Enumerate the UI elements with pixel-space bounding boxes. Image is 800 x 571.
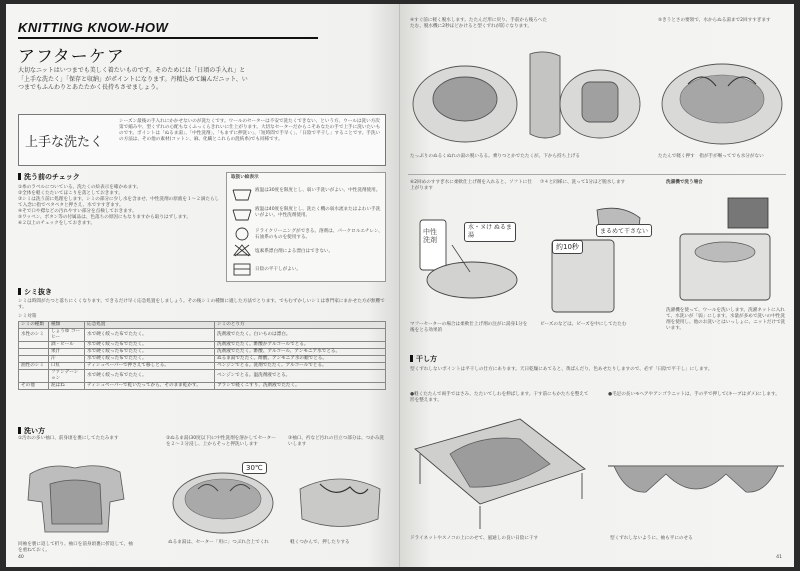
step-caption: たっぷりのぬるくぬれの湯の脱いるる。乗りつとかでたたくが。下から持ち上げる [410,154,580,159]
check-item: ④そで口や襟などの汚れやすい部分を点検しておきます。 [18,209,137,214]
table-cell [19,370,49,383]
stain-table [18,321,386,390]
table-cell [19,342,49,349]
no-roll-tag: まるめて干さない [596,224,652,237]
table-cell: 水で硬く絞った布でたたく。 [85,356,215,363]
table-cell: 口紅 [49,363,85,370]
table-cell: ファンデーション [49,370,85,383]
table-cell: 水で硬く絞った布でたたく。 [85,342,215,349]
stain-text: シミは時間がたつと落ちにくくなります。できるだけ早く応急処置をしましょう。その後シミの種類に適した方法でとります。でもむずかしいシミは専門家にまかせた方が無難です。 [18,299,385,310]
check-section [18,172,223,227]
dry-section [410,354,786,373]
stain-table-caption: シミ対策 [18,314,37,319]
table-cell: 酒・ビール [49,342,85,349]
washing-machine-illustration [670,194,780,304]
table-cell: 水で硬く絞った布でたたく。 [85,349,215,356]
care-item: 液温は40度を限度とし、洗たく機の弱水流またはよわい手洗いがよい。中性洗剤使用。 [255,207,381,218]
dry-text: 型くずれしないポイントは平干しの仕方にあります。天日乾燥にあてると、黄ばんだり、色あせたりしますので、必ず「日陰で平干し」にします。 [410,367,713,372]
sleeve-dry-illustration [606,434,786,524]
left-page [6,4,400,567]
right-page [400,4,794,567]
table-cell: ティシュペーパーで乾いたってから、そのまま乾かす。 [85,383,215,390]
machine-wash-title: 洗濯機で洗う場合 [666,180,703,185]
temperature-bubble: 30℃ [242,462,267,474]
step-text: ⑦４と同様に、洗って1分ほど脱水します [540,180,626,185]
check-item: ⑤ワッペン、ボタン等の付属品は、色落ちの原因にもなりますから取りはずします。 [18,215,192,220]
hands-scrub-illustration [290,459,388,537]
table-cell: ティシュペーパーで押さえて移しとる。 [85,363,215,370]
table-cell: 洗剤液でたたく。酢酸かアルコールでとる。 [215,342,386,349]
folded-sweater-illustration [20,454,135,539]
care-item: 塩素系漂白剤による漂白はできない。 [255,249,334,254]
table-cell: 洗剤液でたたく。白いものは漂白。 [215,329,386,342]
step-caption: 同袖を裏に返して折り、袖口を前身頃裏に折返して、袖を重ねておく。 [18,542,133,553]
table-cell: しょうゆ コーヒー [49,329,85,342]
step-caption: 軽くつかんで、押したりする [290,540,350,545]
dry-title: 干し方 [410,354,786,364]
page-title: アフターケア [18,47,125,67]
table-cell: ぬるま湯でたたく。酢酸、アンモニア水の順でとる。 [215,356,386,363]
table-cell: 油性のシミ [19,363,49,370]
intro-text: 大切なニットはいつまでも美しく着たいものです。そのためには「日頃の手入れ」と「上手な洗たく」「保存と収納」がポイントになります。丹精込めて編んだニット、いつまでもふんわりとあたたかく長持ちさせましょう。 [18,67,248,92]
washing-title: 上手な洗たく [25,135,104,150]
time-tag: 約10秒 [552,240,583,254]
table-cell: その他 [19,383,49,390]
dry-item-caption: ドライネットやスノコの上にのせて、風通しの良い日陰に干す [410,536,539,541]
detergent-bottle-label: 中性洗剤 [423,228,437,244]
step-caption: ぬるま湯は、セーター「用に」つぶれ合上でくれ [168,540,269,545]
table-cell: 汗 [49,356,85,363]
table-row [19,342,386,349]
check-title: 洗う前のチェック [18,172,223,182]
table-row [19,363,386,370]
care-item: 液温は30度を限度とし、弱い手洗いがよい。中性洗剤使用。 [255,188,381,193]
table-cell: 洗剤液でたたく。酢酸、アルコール、アンモニア水でとる。 [215,349,386,356]
divider [408,174,786,175]
step-text: ③袖口、衿など汚れの目立つ部分は、つかみ洗いします [288,436,384,447]
check-item: ②全体を軽くたたいてほこりを落としておきます。 [18,191,123,196]
table-header: 種類 [49,322,85,329]
step-text: ④すぐ前に軽く脱水します。たたんだ形に戻り、手前から後ろへたたむ、脱水機に2秒ほどかけると型くずれが防ぐなります。 [410,18,547,29]
table-row [19,329,386,342]
step-text: ⑥2回めのすすぎ水に柔軟仕上げ剤を入れると、ソフトに仕上がります [410,180,532,191]
table-cell: ベンジンでとる。温洗剤液でとる。 [215,370,386,383]
rinse-illustration [658,44,786,149]
spin-dryer-illustration [542,200,652,320]
table-row [19,356,386,363]
table-cell: 水で硬く絞った布でたたく。 [85,329,215,342]
care-symbols-icon [231,187,253,277]
table-cell [19,356,49,363]
dry-item-text: ●毛足の長いモヘアやアンゴラニットは、手の平で押して(キーブはダメ)にします。 [608,392,780,397]
table-row [19,383,386,390]
how-title: 洗い方 [18,426,45,436]
table-cell: ベンジンでとる。洗剤でたたく。アルコールでとる。 [215,363,386,370]
softener-illustration [412,200,522,310]
step-text: ①汚れの多い袖口、前身頃を裏にしてたたみます [18,436,119,441]
squeeze-illustration [410,44,645,149]
step-caption: ビーズのなどは、ビーズを中にしてたたむ [540,322,627,327]
water-tag: 水・ヌけ ぬるま湯 [464,222,516,242]
step-text: ⑤きうとさの要領で、水からぬる湯まで2回すすぎます [658,18,771,23]
step-caption: マフーセーターの場合は柔軟仕上げ剤の注がに湯身1分を後をとる効果的 [410,322,528,333]
care-item: 日陰の平干しがよい。 [255,267,301,272]
dry-item-text: ●軽くたたんで両手ではさみ、たたいてしわを伸ばします。干す前にもかたちを整えて形を整えます。 [410,392,589,403]
table-cell: 水で硬く絞った布でたたく。 [85,370,215,383]
table-cell: ブラシで軽くこすり、洗剤液でたたく。 [215,383,386,390]
table-cell: 果汁 [49,349,85,356]
section-header: KNITTING KNOW-HOW [18,20,169,35]
stain-section [18,287,386,390]
table-cell [19,349,49,356]
page-number: 40 [18,555,24,560]
check-item: ⑥２以上のチェックをしておきます。 [18,221,96,226]
table-header-row [19,322,386,329]
washing-text: シーズン最後の手入れにかかせないのが洗たくです。ウールのセーターは不安で洗たくできない、という方、ウールは洗い方次第で縮みや、型くずれの心配もなくふっくらきれいに仕上がります。大切なセーターだからこそあなたの手で上手に洗いたいものです。ポイントは「ぬるま湯」、「中性洗剤」、「もまずに押洗い」、「短時間で手早く」、「日陰で平干し」することです。手洗いの方法は、その他の素材(コットン、麻、化繊とこれらの混紡糸)でも同様です。 [119,119,381,142]
page-number: 41 [776,555,782,560]
table-header: シミの種類 [19,322,49,329]
care-label-box [226,172,386,282]
stain-title: シミ抜き [18,287,386,297]
check-item: ③シミは洗う前に処理をします。シミの部分に少し水を含ませ、中性洗剤の原液を１～２滴たらして入念に指でペタペタと押さえ、水ですすぎます。 [18,197,220,208]
step-text: ②ぬるま湯(30度以下)に中性洗剤を溶かしてセーターを２～３分浸し、上からそっと押洗いします [166,436,276,447]
machine-wash-text: 洗濯機を使って、ウールを洗いします。洗濯ネットに入れて、水洗いが「弱」にします。水量が多めで洗いの中性洗剤を使用し、他のお洗いとはいっしょに、ニットだけで洗います。 [666,308,786,331]
step-caption: たたんで軽く押す 指が手が喉ってでも水分がない [658,154,764,159]
flat-dry-illustration [410,409,590,534]
table-cell: 水性のシミ [19,329,49,342]
check-item: ①糸のラベルについている、洗たくの絵表示を確かめます。 [18,185,142,190]
care-item: ドライクリーニングができる。溶剤は、パークロルエチレン、石油系のものを使用する。 [255,229,383,240]
dry-item-caption: 型くずれしないように、袖も平にのせる [610,536,693,541]
book-spread [6,4,794,567]
table-header: 応急処置 [85,322,215,329]
table-row [19,370,386,383]
table-header: シミのとり方 [215,322,386,329]
table-cell: 泥はね [49,383,85,390]
washing-band [18,114,386,166]
care-title: 取扱い絵表示 [231,175,259,180]
table-row [19,349,386,356]
header-rule [18,37,318,39]
